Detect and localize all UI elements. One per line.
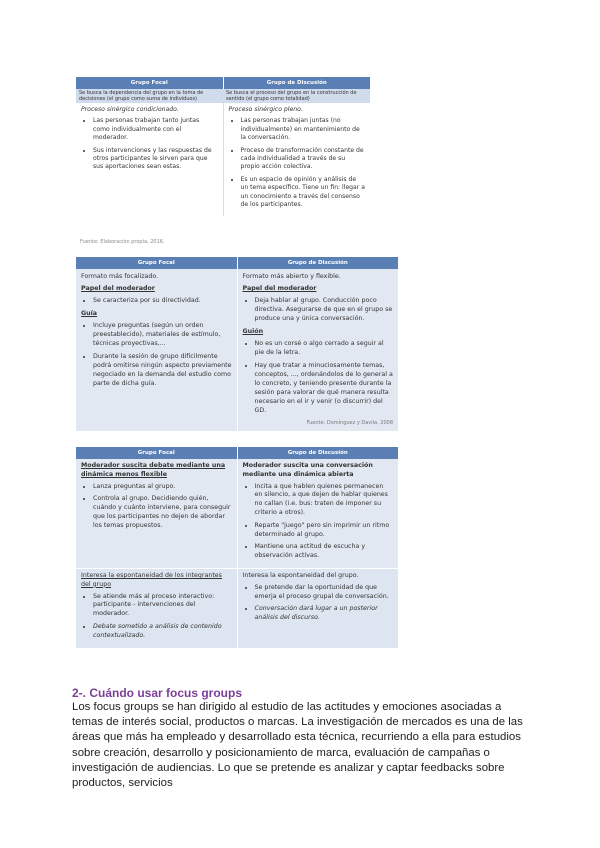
header-discussion-group: Grupo de Discusión [287,260,348,266]
list-item: • No es un corsé o algo cerrado a seguir al pie de la letra. [255,339,394,357]
table3-r1-right [238,459,399,568]
list-item: • Incita a que hablen quienes permanecen en silencio, a que dejen de hablar quienes no callan (i.e. bus: traten de imponer su criterio a otros). [255,483,394,518]
moderator-title: Papel del moderador [242,285,317,292]
table3-r2-left [76,568,238,648]
guide-title: Guión [242,328,264,335]
list-item: • Las personas trabajan juntas (no individualmente) en mantenimiento de la conversación. [241,117,366,142]
row-title: Moderador suscita debate mediante una dinámica menos flexible [81,462,226,478]
list-item: • Conversación dará lugar a un posterior análisis del discurso. [255,605,394,623]
row-title: Interesa la espontaneidad del grupo. [242,571,359,579]
list-item: • Se pretende dar la oportunidad de que emerja el proceso grupal de conversación. [255,584,394,602]
table2-source: Fuente: Domínguez y Davila, 2008 [306,420,393,426]
header-focus-group: Grupo Focal [76,447,238,459]
table-header [76,77,370,89]
list-item: • Hay que tratar a minuciosamente temas, conceptos, ..., ordenándolos de lo general a lo concreto, y teniendo presente durante la sesión para valorar de qué manera resulta necesario en el ir y venir (o discurrir) del GD. [255,361,394,415]
list-item: • Se atiende más al proceso interactivo: participante - intervenciones del moderador. [93,593,232,619]
section-heading: 2-. Cuándo usar focus groups [72,686,243,700]
guide-title: Guía [81,310,98,317]
list-item: • Sus intervenciones y las respuestas de otros participantes le sirven para que sus aportaciones sean estas. [93,147,218,172]
list-item: • Las personas trabajan tanto juntas como individualmente con el moderador. [93,117,218,142]
subrow-left: Se busca la dependencia del grupo en la toma de decisiones (el grupo como suma de individuos) [79,90,204,102]
list-item: • Es un espacio de opinión y análisis de un tema específico. Tiene un fin: llegar a un conocimiento a través del consenso de los participantes. [241,176,366,210]
table2-right-cell [238,269,399,431]
list-item: • Debate sometido a análisis de contenido contextualizado. [93,623,232,641]
comparison-table-3 [76,447,398,648]
subrow-right: Se busca el proceso del grupo en la construcción de sentido (el grupo como totalidad) [226,90,357,102]
left-format: Formato más focalizado. [81,273,159,280]
list-item: • Durante la sesión de grupo difícilmente podrá omitirse ningún aspecto previamente negociado en la demanda del estudio como parte de dicha guía. [93,352,232,388]
table2-left-cell [76,269,238,431]
header-focus-group: Grupo Focal [76,257,238,269]
list-item: • Proceso de transformación constante de cada individualidad a través de su propio acción colectiva. [241,147,366,172]
table1-left-cell [76,103,224,216]
list-item: • Controla al grupo. Decidiendo quién, cuándo y cuánto interviene, para conseguir que los participantes no dejen de abordar los temas propuestos. [93,495,232,530]
right-format: Formato más abierto y flexible. [242,273,341,280]
row-title: Interesa la espontaneidad de los integrantes del grupo [81,571,222,588]
row-title: Moderador suscita una conversación mediante una dinámica abierta [242,462,373,478]
table1-right-cell [224,103,371,216]
header-discussion-group: Grupo de Discusión [266,80,327,86]
moderator-title: Papel del moderador [81,285,155,292]
table-header [76,447,398,459]
list-item: • Se caracteriza por su directividad. [93,296,232,305]
table-subrow [76,89,370,103]
list-item: • Reparte "juego" pero sin imprimir un ritmo determinado al grupo. [255,522,394,540]
right-intro: Proceso sinérgico pleno. [228,106,303,113]
table3-r1-left [76,459,238,568]
table1-source: Fuente: Elaboración propia, 2016. [80,239,165,245]
header-focus-group: Grupo Focal [76,77,224,89]
header-discussion-group: Grupo de Discusión [287,450,348,456]
comparison-table-2 [76,257,398,431]
table3-r2-right [238,568,399,648]
body-paragraph: Los focus groups se han dirigido al estudio de las actitudes y emociones asociadas a temas de interés social, productos o marcas. La investigación de mercados es una de las áreas que más ha empleado y desarrollado esta técnica, recurriendo a ella para estudios sobre creación, desarrollo y posicionamiento de marca, evaluación de campañas o investigación de audiencias. Lo que se pretende es analizar y captar feedbacks sobre productos, servicios [72,701,523,790]
comparison-table-1 [76,77,370,216]
list-item: • Mantiene una actitud de escucha y observación activas. [255,543,394,561]
left-intro: Proceso sinérgico condicionado. [81,106,179,113]
list-item: • Deja hablar al grupo. Conducción poco directiva. Asegurarse de que en el grupo se produce una y única conversación. [255,296,394,323]
table-header [76,257,398,269]
list-item: • Incluye preguntas (según un orden preestablecido), materiales de estímulo, técnicas proyectivas,... [93,321,232,348]
list-item: • Lanza preguntas al grupo. [93,483,232,492]
